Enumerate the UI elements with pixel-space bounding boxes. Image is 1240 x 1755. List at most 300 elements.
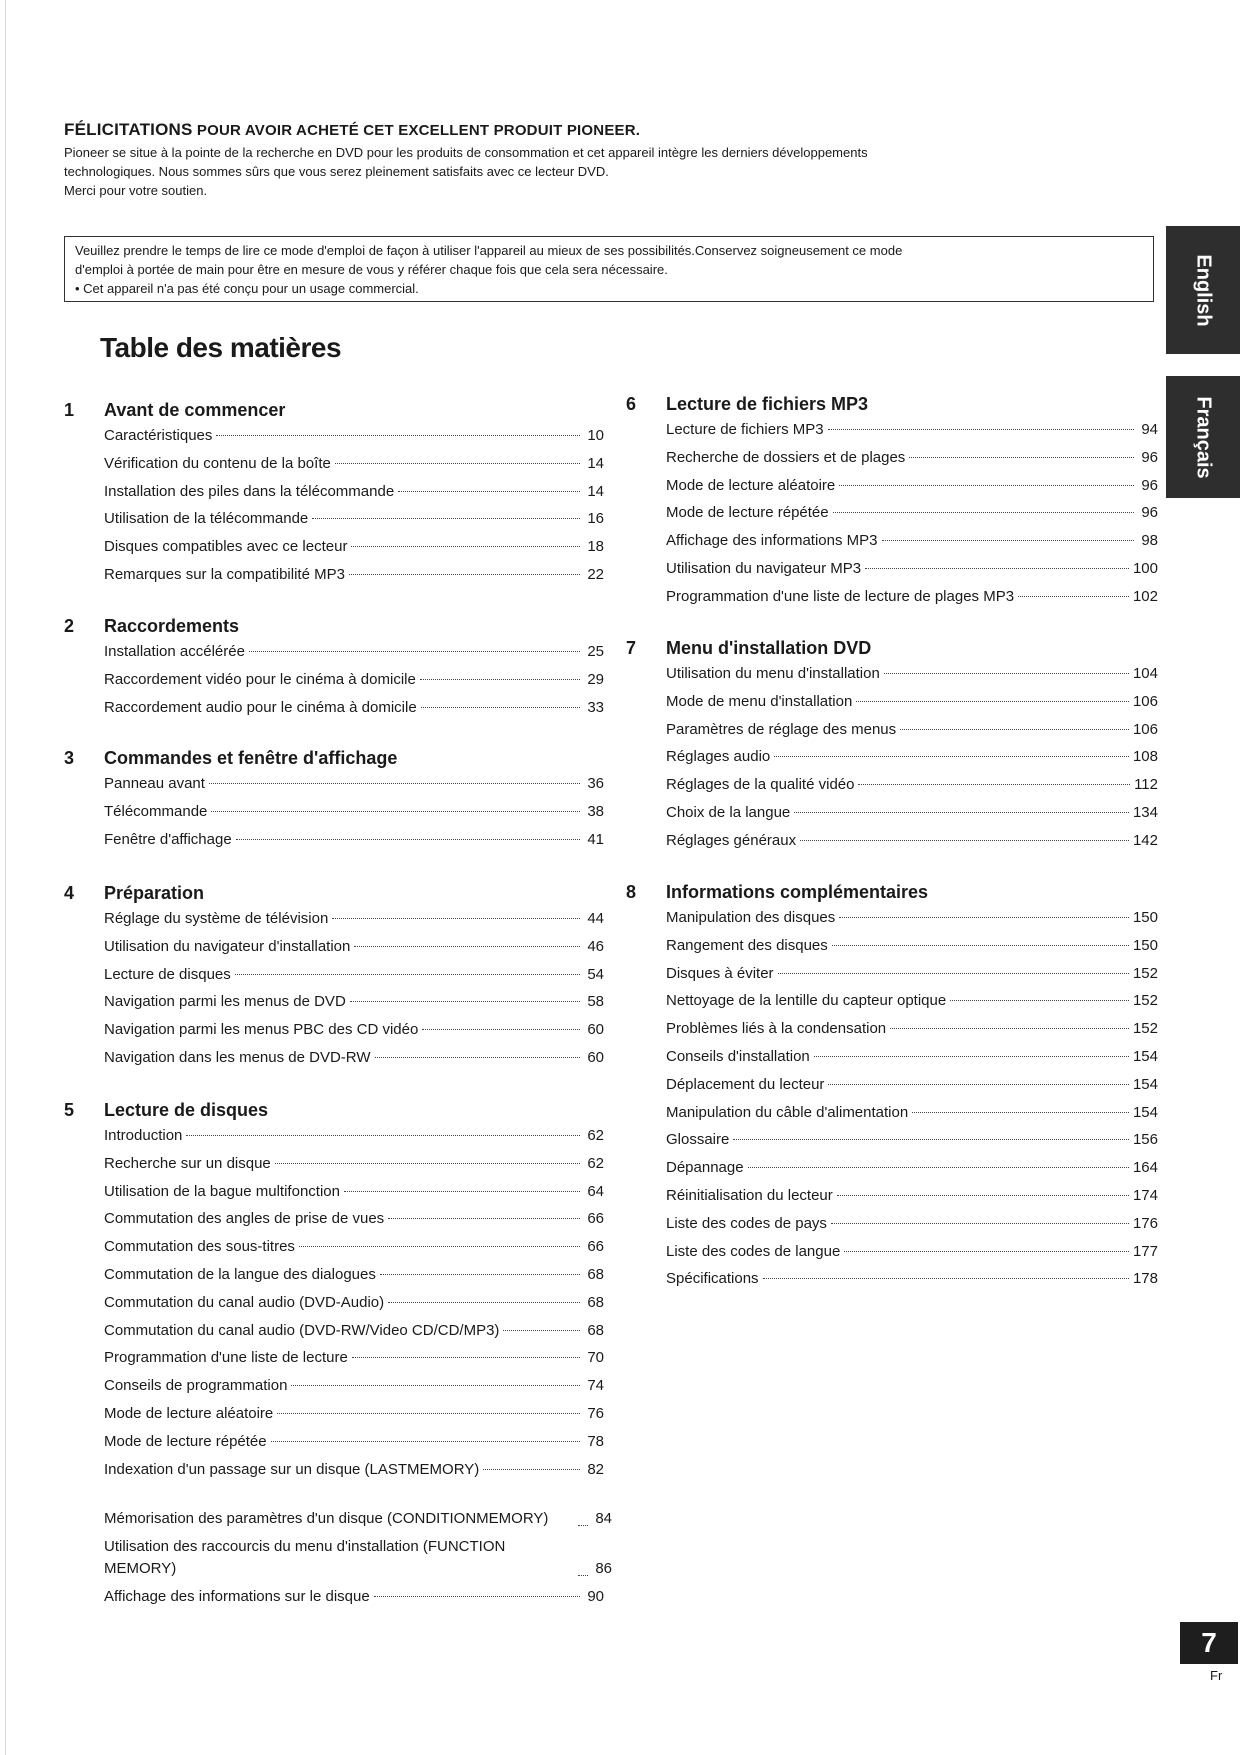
dot-leader	[503, 1330, 580, 1331]
dot-leader	[733, 1139, 1129, 1140]
page-edge-rule	[5, 0, 6, 1755]
toc-entry-page: 104	[1132, 665, 1158, 682]
toc-entry-page: 46	[587, 937, 604, 955]
toc-entry[interactable]	[104, 1178, 604, 1206]
tab-english-label: English	[1192, 253, 1215, 327]
toc-entry-label: Manipulation des disques	[666, 909, 836, 926]
toc-entry-list	[64, 638, 604, 721]
toc-entry-page: 10	[587, 427, 604, 444]
toc-entry-label: Mode de menu d'installation	[666, 692, 853, 710]
dot-leader	[800, 840, 1129, 841]
toc-title: Table des matières	[100, 332, 342, 363]
toc-entry-label: Mode de lecture répétée	[104, 1432, 267, 1450]
toc-entry-label: Mode de lecture aléatoire	[104, 1404, 274, 1422]
toc-entry-label: Conseils de programmation	[104, 1377, 288, 1395]
section-title: Avant de commencer	[104, 400, 286, 420]
toc-entry[interactable]	[104, 1150, 604, 1178]
section-heading[interactable]	[64, 398, 604, 422]
toc-entry[interactable]	[666, 932, 1158, 960]
dot-leader	[578, 1575, 588, 1576]
toc-entry[interactable]	[666, 1210, 1158, 1238]
toc-entry-label: Réglages généraux	[666, 831, 797, 849]
toc-entry-label: Vérification du contenu de la boîte	[104, 454, 331, 472]
toc-entry-page: 62	[587, 1127, 604, 1144]
toc-entry[interactable]	[104, 694, 604, 722]
toc-entry-page: 22	[587, 565, 604, 583]
toc-entry-label: Commutation du canal audio (DVD-RW/Video CD/CD/MP3)	[104, 1321, 500, 1339]
toc-entry[interactable]	[666, 416, 1158, 444]
section-title: Informations complémentaires	[666, 882, 929, 902]
toc-entry-label: Commutation des sous-titres	[104, 1238, 295, 1256]
toc-entry-label: Lecture de disques	[104, 965, 231, 983]
dot-leader	[271, 1441, 580, 1442]
section-number: 4	[64, 883, 75, 903]
toc-entry[interactable]	[104, 798, 604, 826]
toc-entry[interactable]	[104, 1044, 604, 1072]
dot-leader	[349, 574, 580, 575]
section-number: 7	[626, 638, 637, 658]
toc-entry[interactable]	[104, 770, 604, 798]
toc-entry-page: 100	[1132, 559, 1158, 577]
toc-entry-label: Navigation parmi les menus de DVD	[104, 993, 346, 1011]
dot-leader	[839, 917, 1129, 918]
toc-entry-page: 16	[587, 510, 604, 528]
toc-entry-page: 108	[1132, 748, 1158, 766]
toc-entry-list	[64, 1122, 612, 1611]
toc-entry-label: Navigation parmi les menus PBC des CD vidéo	[104, 1021, 419, 1039]
section-heading[interactable]	[626, 636, 1158, 660]
toc-entry-page: 154	[1132, 1103, 1158, 1121]
dot-leader	[249, 651, 580, 652]
section-number: 6	[626, 394, 637, 414]
toc-section-7	[626, 636, 1158, 855]
dot-leader	[277, 1413, 580, 1414]
dot-leader	[420, 679, 580, 680]
toc-entry-page: 36	[587, 775, 604, 792]
toc-entry[interactable]	[666, 960, 1158, 988]
dot-leader	[856, 701, 1129, 702]
dot-leader	[291, 1385, 580, 1386]
dot-leader	[209, 783, 580, 784]
dot-leader	[831, 1223, 1129, 1224]
toc-entry[interactable]	[104, 1344, 604, 1372]
toc-entry[interactable]	[104, 1372, 604, 1400]
toc-entry[interactable]	[104, 450, 604, 478]
toc-entry-label: Introduction	[104, 1127, 183, 1144]
dot-leader	[884, 673, 1129, 674]
toc-entry-label: Mode de lecture aléatoire	[666, 476, 836, 494]
dot-leader	[844, 1251, 1129, 1252]
toc-section-8	[626, 880, 1158, 1293]
toc-entry-page: 25	[587, 643, 604, 660]
toc-entry-label: Disques à éviter	[666, 964, 774, 982]
toc-section-6	[626, 392, 1158, 611]
toc-entry[interactable]	[104, 1233, 604, 1261]
toc-entry[interactable]	[104, 988, 604, 1016]
dot-leader	[344, 1191, 580, 1192]
toc-entry-page: 66	[587, 1238, 604, 1256]
toc-entry-page: 68	[587, 1265, 604, 1283]
dot-leader	[275, 1163, 580, 1164]
toc-entry[interactable]	[104, 961, 604, 989]
toc-entry-label: Dépannage	[666, 1159, 744, 1177]
toc-entry[interactable]	[104, 1289, 604, 1317]
toc-entry-label: Utilisation de la télécommande	[104, 510, 309, 528]
dot-leader	[299, 1246, 580, 1247]
toc-entry-page: 60	[587, 1021, 604, 1039]
dot-leader	[912, 1112, 1129, 1113]
dot-leader	[352, 1357, 580, 1358]
toc-entry-label: Utilisation du navigateur d'installation	[104, 937, 351, 955]
toc-entry-label: Panneau avant	[104, 775, 205, 792]
toc-entry[interactable]	[666, 799, 1158, 827]
toc-entry-label: Problèmes liés à la condensation	[666, 1020, 887, 1038]
toc-entry-page: 177	[1132, 1242, 1158, 1260]
congratulations-line: Merci pour votre soutien.	[64, 183, 208, 198]
toc-entry[interactable]	[104, 933, 604, 961]
toc-entry[interactable]	[666, 1043, 1158, 1071]
toc-entry-page: 152	[1132, 1020, 1158, 1038]
toc-entry-label: Installation des piles dans la télécommande	[104, 482, 395, 500]
dot-leader	[483, 1469, 580, 1470]
toc-entry-label: Mode de lecture répétée	[666, 504, 829, 522]
toc-entry-page: 106	[1132, 692, 1158, 710]
tab-francais[interactable]	[1166, 376, 1240, 498]
toc-entry[interactable]	[104, 505, 604, 533]
toc-entry-page: 178	[1132, 1270, 1158, 1288]
toc-entry-label: Raccordement audio pour le cinéma à domicile	[104, 698, 417, 716]
toc-entry[interactable]	[666, 583, 1158, 611]
toc-entry-label: Affichage des informations MP3	[666, 532, 878, 550]
toc-entry[interactable]	[104, 1122, 604, 1150]
section-title: Préparation	[104, 883, 205, 903]
congratulations-line: technologiques. Nous sommes sûrs que vous serez pleinement satisfaits avec ce lecteur DVD.	[64, 164, 609, 179]
toc-entry-page: 98	[1141, 532, 1158, 550]
tab-francais-label: Français	[1192, 395, 1215, 479]
toc-entry-label: Spécifications	[666, 1270, 759, 1288]
dot-leader	[422, 1029, 580, 1030]
toc-entry-list	[626, 416, 1158, 611]
toc-entry[interactable]	[666, 1154, 1158, 1182]
page-number: 7	[1180, 1622, 1238, 1664]
dot-leader	[763, 1278, 1129, 1279]
toc-entry[interactable]	[666, 660, 1158, 688]
toc-entry-list	[64, 770, 604, 853]
toc-entry-page: 41	[587, 830, 604, 848]
toc-entry-page: 154	[1132, 1075, 1158, 1093]
toc-entry-page: 44	[587, 910, 604, 927]
toc-entry-label: Réglages audio	[666, 748, 771, 766]
toc-entry[interactable]	[104, 1016, 604, 1044]
toc-entry-label: Manipulation du câble d'alimentation	[666, 1103, 909, 1121]
toc-entry-page: 96	[1141, 504, 1158, 522]
toc-entry[interactable]	[666, 743, 1158, 771]
toc-entry-page: 174	[1132, 1186, 1158, 1204]
toc-entry-label: Choix de la langue	[666, 803, 791, 821]
toc-entry[interactable]	[666, 444, 1158, 472]
toc-entry[interactable]	[666, 1265, 1158, 1293]
toc-entry-label: Utilisation du navigateur MP3	[666, 559, 862, 577]
dot-leader	[900, 729, 1129, 730]
section-heading[interactable]	[64, 881, 604, 905]
toc-entry[interactable]	[666, 555, 1158, 583]
dot-leader	[236, 839, 580, 840]
toc-entry-label: Lecture de fichiers MP3	[666, 421, 824, 438]
toc-entry-page: 76	[587, 1404, 604, 1422]
toc-entry[interactable]	[666, 1182, 1158, 1210]
toc-entry-label: Affichage des informations sur le disque	[104, 1588, 370, 1606]
toc-entry[interactable]	[666, 1238, 1158, 1266]
dot-leader	[578, 1525, 588, 1526]
dot-leader	[388, 1218, 580, 1219]
section-number: 5	[64, 1100, 75, 1120]
dot-leader	[774, 756, 1129, 757]
dot-leader	[950, 1000, 1129, 1001]
toc-entry-label: Programmation d'une liste de lecture	[104, 1349, 348, 1367]
section-heading[interactable]	[64, 614, 604, 638]
toc-entry-label: Recherche sur un disque	[104, 1154, 271, 1172]
dot-leader	[398, 491, 580, 492]
toc-entry-label: Indexation d'un passage sur un disque (LASTMEMORY)	[104, 1460, 480, 1478]
toc-entry-label: Utilisation des raccourcis du menu d'installation (FUNCTION MEMORY)	[104, 1538, 506, 1578]
toc-entry-label: Installation accélérée	[104, 643, 245, 660]
toc-entry[interactable]	[104, 561, 604, 589]
dot-leader	[1018, 596, 1129, 597]
toc-entry-label: Utilisation de la bague multifonction	[104, 1182, 340, 1200]
toc-entry-label: Commutation de la langue des dialogues	[104, 1265, 376, 1283]
dot-leader	[832, 945, 1129, 946]
section-heading[interactable]	[64, 746, 604, 770]
dot-leader	[374, 1596, 580, 1597]
dot-leader	[814, 1056, 1129, 1057]
toc-entry[interactable]	[666, 1099, 1158, 1127]
toc-entry-label: Utilisation du menu d'installation	[666, 665, 880, 682]
section-heading[interactable]	[64, 1098, 604, 1122]
toc-entry-page: 14	[587, 482, 604, 500]
toc-section-3	[64, 746, 604, 853]
toc-entry-page: 90	[587, 1588, 604, 1606]
dot-leader	[354, 946, 580, 947]
toc-entry-page: 154	[1132, 1047, 1158, 1065]
toc-entry[interactable]	[104, 533, 604, 561]
toc-entry-page: 58	[587, 993, 604, 1011]
toc-entry[interactable]	[104, 478, 604, 506]
congratulations-block	[64, 120, 1084, 200]
toc-entry-list	[64, 422, 604, 589]
toc-entry[interactable]	[104, 1261, 604, 1289]
toc-entry-page: 62	[587, 1154, 604, 1172]
section-title: Lecture de fichiers MP3	[666, 394, 869, 414]
dot-leader	[909, 457, 1134, 458]
section-heading[interactable]	[626, 880, 1158, 904]
toc-entry[interactable]	[104, 666, 604, 694]
toc-entry-page: 142	[1132, 831, 1158, 849]
toc-entry-label: Conseils d'installation	[666, 1047, 810, 1065]
toc-entry-list	[626, 904, 1158, 1293]
toc-entry-label: Réglage du système de télévision	[104, 910, 329, 927]
toc-entry-page: 96	[1141, 476, 1158, 494]
dot-leader	[778, 973, 1129, 974]
toc-entry[interactable]	[104, 638, 604, 666]
toc-entry-page: 54	[587, 965, 604, 983]
toc-entry[interactable]	[666, 827, 1158, 855]
toc-entry[interactable]	[104, 1483, 612, 1533]
toc-entry-label: Glossaire	[666, 1131, 730, 1149]
toc-entry[interactable]	[666, 1126, 1158, 1154]
dot-leader	[388, 1302, 580, 1303]
dot-leader	[748, 1167, 1129, 1168]
dot-leader	[828, 429, 1134, 430]
toc-entry[interactable]	[666, 904, 1158, 932]
dot-leader	[421, 707, 580, 708]
toc-entry[interactable]	[666, 1015, 1158, 1043]
toc-entry-page: 82	[587, 1460, 604, 1478]
toc-entry-page: 68	[587, 1321, 604, 1339]
toc-entry-page: 60	[587, 1048, 604, 1066]
toc-section-5	[64, 1098, 612, 1611]
toc-entry-label: Paramètres de réglage des menus	[666, 720, 897, 738]
dot-leader	[380, 1274, 580, 1275]
toc-entry-label: Déplacement du lecteur	[666, 1075, 825, 1093]
toc-entry-page: 18	[587, 538, 604, 556]
toc-entry-label: Liste des codes de pays	[666, 1214, 827, 1232]
toc-entry[interactable]	[104, 422, 604, 450]
dot-leader	[837, 1195, 1129, 1196]
toc-entry[interactable]	[104, 1533, 612, 1583]
toc-entry-page: 64	[587, 1182, 604, 1200]
toc-entry[interactable]	[666, 499, 1158, 527]
toc-entry-label: Raccordement vidéo pour le cinéma à domicile	[104, 670, 416, 688]
toc-entry-list	[626, 660, 1158, 855]
toc-entry[interactable]	[666, 716, 1158, 744]
congratulations-title: FÉLICITATIONS POUR AVOIR ACHETÉ CET EXCELLENT PRODUIT PIONEER.	[64, 120, 641, 139]
dot-leader	[312, 518, 580, 519]
notice-line: • Cet appareil n'a pas été conçu pour un usage commercial.	[75, 281, 419, 296]
toc-entry[interactable]	[104, 826, 604, 854]
section-title: Menu d'installation DVD	[666, 638, 872, 658]
notice-line: Veuillez prendre le temps de lire ce mode d'emploi de façon à utiliser l'appareil au mieux de ses possibilités.Conservez soigneusement ce mode	[75, 243, 903, 258]
dot-leader	[350, 1001, 580, 1002]
congratulations-line: Pioneer se situe à la pointe de la recherche en DVD pour les produits de consommation et cet appareil intègre les derniers développements	[64, 145, 868, 160]
toc-entry-label: Réglages de la qualité vidéo	[666, 776, 855, 794]
toc-section-4	[64, 881, 604, 1072]
toc-entry-label: Caractéristiques	[104, 427, 213, 444]
toc-entry-page: 29	[587, 670, 604, 688]
toc-entry-page: 86	[595, 1560, 612, 1578]
toc-entry[interactable]	[666, 527, 1158, 555]
dot-leader	[335, 463, 580, 464]
toc-entry-page: 150	[1132, 909, 1158, 926]
notice-line: d'emploi à portée de main pour être en mesure de vous y référer chaque fois que cela sera nécessaire.	[75, 262, 668, 277]
section-title: Lecture de disques	[104, 1100, 269, 1120]
dot-leader	[828, 1084, 1129, 1085]
toc-entry-label: Télécommande	[104, 802, 208, 820]
dot-leader	[858, 784, 1130, 785]
toc-entry[interactable]	[104, 1583, 604, 1611]
toc-entry[interactable]	[104, 1317, 604, 1345]
dot-leader	[351, 546, 580, 547]
toc-entry-page: 150	[1132, 936, 1158, 954]
toc-entry-page: 112	[1134, 776, 1158, 794]
toc-entry-label: Rangement des disques	[666, 936, 828, 954]
toc-entry-page: 68	[587, 1293, 604, 1311]
dot-leader	[833, 512, 1134, 513]
toc-entry-label: Commutation des angles de prise de vues	[104, 1210, 385, 1228]
toc-entry[interactable]	[104, 1400, 604, 1428]
toc-entry[interactable]	[666, 1071, 1158, 1099]
toc-entry-page: 176	[1132, 1214, 1158, 1232]
toc-entry[interactable]	[666, 472, 1158, 500]
section-number: 8	[626, 882, 637, 902]
section-number: 1	[64, 400, 75, 420]
section-title: Commandes et fenêtre d'affichage	[104, 748, 398, 768]
toc-entry-page: 14	[587, 454, 604, 472]
toc-entry[interactable]	[104, 905, 604, 933]
toc-entry[interactable]	[666, 987, 1158, 1015]
dot-leader	[235, 974, 580, 975]
toc-entry[interactable]	[666, 771, 1158, 799]
toc-entry-page: 33	[587, 698, 604, 716]
toc-entry-label: Fenêtre d'affichage	[104, 830, 232, 848]
toc-entry[interactable]	[104, 1456, 604, 1484]
toc-entry-page: 156	[1132, 1131, 1158, 1149]
toc-entry-label: Navigation dans les menus de DVD-RW	[104, 1048, 371, 1066]
section-number: 2	[64, 616, 75, 636]
toc-entry-page: 84	[595, 1510, 612, 1528]
toc-entry-label: Liste des codes de langue	[666, 1242, 841, 1260]
toc-entry-page: 38	[587, 802, 604, 820]
toc-entry-label: Nettoyage de la lentille du capteur optique	[666, 992, 947, 1010]
toc-entry-page: 74	[587, 1377, 604, 1395]
section-heading[interactable]	[626, 392, 1158, 416]
toc-entry-page: 134	[1132, 803, 1158, 821]
dot-leader	[890, 1028, 1129, 1029]
dot-leader	[882, 540, 1134, 541]
dot-leader	[375, 1057, 580, 1058]
toc-entry-page: 78	[587, 1432, 604, 1450]
toc-entry-page: 70	[587, 1349, 604, 1367]
toc-entry-page: 94	[1141, 421, 1158, 438]
toc-entry-label: Réinitialisation du lecteur	[666, 1186, 833, 1204]
toc-section-1	[64, 398, 604, 589]
tab-english[interactable]	[1166, 226, 1240, 354]
dot-leader	[332, 918, 580, 919]
toc-entry-label: Programmation d'une liste de lecture de plages MP3	[666, 587, 1015, 605]
toc-entry-list	[64, 905, 604, 1072]
toc-entry-label: Remarques sur la compatibilité MP3	[104, 565, 345, 583]
toc-entry[interactable]	[104, 1428, 604, 1456]
dot-leader	[865, 568, 1129, 569]
dot-leader	[216, 435, 580, 436]
toc-entry-label: Recherche de dossiers et de plages	[666, 448, 906, 466]
toc-entry[interactable]	[666, 688, 1158, 716]
notice-box	[64, 236, 1154, 302]
section-number: 3	[64, 748, 75, 768]
section-title: Raccordements	[104, 616, 240, 636]
toc-entry-label: Mémorisation des paramètres d'un disque (CONDITIONMEMORY)	[104, 1510, 549, 1528]
toc-entry-page: 164	[1132, 1159, 1158, 1177]
toc-entry-label: Commutation du canal audio (DVD-Audio)	[104, 1293, 385, 1311]
toc-entry-page: 96	[1141, 448, 1158, 466]
toc-entry-page: 102	[1132, 587, 1158, 605]
toc-entry-page: 152	[1132, 992, 1158, 1010]
dot-leader	[794, 812, 1129, 813]
dot-leader	[211, 811, 580, 812]
page-language: Fr	[1210, 1668, 1223, 1683]
toc-entry-page: 152	[1132, 964, 1158, 982]
toc-entry[interactable]	[104, 1205, 604, 1233]
toc-entry-page: 66	[587, 1210, 604, 1228]
